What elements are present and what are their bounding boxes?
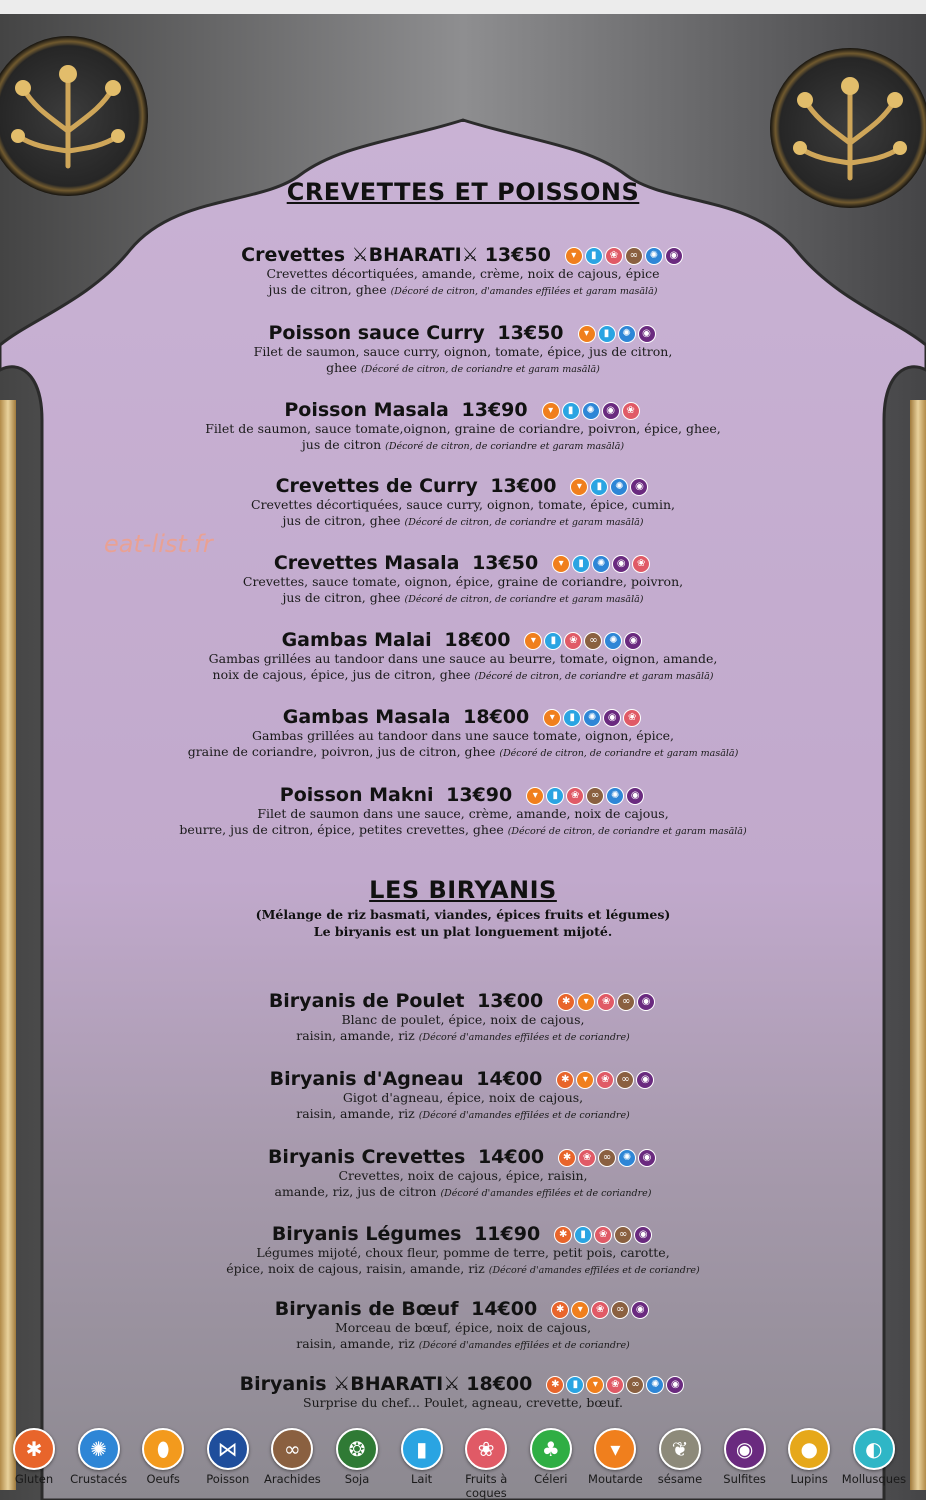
allergen-icons [557, 991, 657, 1011]
fruits-a-coques-allergen-icon: ❀ [594, 1226, 612, 1244]
menu-item-price: 13€90 [446, 784, 513, 806]
allergen-icons [578, 323, 658, 343]
menu-item-description: Gigot d'agneau, épice, noix de cajous, [342, 1090, 584, 1105]
menu-item-header [0, 1146, 926, 1168]
arachides-allergen-icon: ∞ [614, 1226, 632, 1244]
crustaces-allergen-icon: ✺ [618, 325, 636, 343]
peanut-icon: ∞ [271, 1428, 313, 1470]
moutarde-allergen-icon: ▾ [565, 247, 583, 265]
allergen-icons [551, 1299, 651, 1319]
fruits-a-coques-allergen-icon: ❀ [591, 1301, 609, 1319]
sulfites-allergen-icon: ◉ [602, 402, 620, 420]
legend-label: Céleri [534, 1472, 568, 1486]
menu-item [0, 244, 926, 300]
menu-item [0, 1298, 926, 1354]
menu-item-description-line-2 [0, 282, 926, 300]
legend-item-celeri [519, 1424, 583, 1486]
crustaces-allergen-icon: ✺ [646, 1376, 664, 1394]
menu-item-title [241, 244, 551, 266]
menu-item-ingredients: amande, riz, jus de citron [274, 1184, 441, 1199]
menu-item-title [270, 1068, 543, 1090]
menu-item [0, 322, 926, 378]
menu-item-header [0, 322, 926, 344]
menu-item-price: 13€50 [497, 322, 564, 344]
sulfites-icon: ◉ [724, 1428, 766, 1470]
moutarde-allergen-icon: ▾ [524, 632, 542, 650]
menu-item-ingredients: raisin, amande, riz [296, 1336, 419, 1351]
menu-item-garnish-note: (Décoré de citron, de coriandre et garam masālā) [507, 826, 747, 837]
menu-item-garnish-note: (Décoré d'amandes effilées et de coriandre) [440, 1188, 652, 1199]
menu-item-header [0, 629, 926, 651]
biryani-intro-line-1: (Mélange de riz basmati, viandes, épices fruits et légumes) [255, 907, 671, 922]
menu-item-description-line-2 [0, 667, 926, 685]
moutarde-allergen-icon: ▾ [577, 993, 595, 1011]
legend-label: Sulfites [723, 1472, 766, 1486]
menu-item-price: 13€00 [477, 990, 544, 1012]
lait-allergen-icon: ▮ [572, 555, 590, 573]
menu-item-ingredients: ghee [326, 360, 361, 375]
sulfites-allergen-icon: ◉ [666, 1376, 684, 1394]
fruits-a-coques-allergen-icon: ❀ [606, 1376, 624, 1394]
allergen-icons [526, 785, 646, 805]
fruits-a-coques-allergen-icon: ❀ [566, 787, 584, 805]
sesame-icon: ❦ [659, 1428, 701, 1470]
menu-item-description: Crevettes, sauce tomate, oignon, épice, graine de coriandre, poivron, [242, 574, 684, 589]
lait-allergen-icon: ▮ [544, 632, 562, 650]
sulfites-allergen-icon: ◉ [612, 555, 630, 573]
gluten-allergen-icon: ✱ [558, 1149, 576, 1167]
menu-item [0, 1146, 926, 1202]
shell-icon: ◐ [853, 1428, 895, 1470]
menu-item-name: Biryanis d'Agneau [269, 1068, 471, 1090]
menu-item-header [0, 990, 926, 1012]
gluten-allergen-icon: ✱ [554, 1226, 572, 1244]
menu-item-description: Filet de saumon dans une sauce, crème, amande, noix de cajous, [257, 806, 669, 821]
legend-item-crustaces [67, 1424, 131, 1486]
crustaces-allergen-icon: ✺ [645, 247, 663, 265]
menu-item-header [0, 244, 926, 266]
menu-item-title [269, 990, 543, 1012]
mustard-icon: ▾ [594, 1428, 636, 1470]
sulfites-allergen-icon: ◉ [624, 632, 642, 650]
section-title-fish: CREVETTES ET POISSONS [286, 178, 640, 206]
menu-item-description: Crevettes, noix de cajous, épice, raisin, [338, 1168, 588, 1183]
menu-item-name: Biryanis de Poulet [268, 990, 472, 1012]
menu-item-name: Biryanis Crevettes [267, 1146, 472, 1168]
menu-item-header [0, 475, 926, 497]
arachides-allergen-icon: ∞ [598, 1149, 616, 1167]
menu-item-price: 18€00 [466, 1373, 533, 1395]
menu-item-header [0, 1373, 926, 1395]
decorative-medallion-left [0, 36, 148, 196]
gluten-allergen-icon: ✱ [557, 993, 575, 1011]
arachides-allergen-icon: ∞ [616, 1071, 634, 1089]
menu-item-name: Biryanis de Bœuf [274, 1298, 466, 1320]
menu-item-name: Biryanis Légumes [271, 1223, 469, 1245]
legend-item-soja [325, 1424, 389, 1486]
menu-item-name: Crevettes de Curry [275, 475, 485, 497]
menu-item-garnish-note: (Décoré de citron, de coriandre et garam masālā) [499, 748, 739, 759]
menu-item-description: Surprise du chef... Poulet, agneau, crevette, bœuf. [303, 1395, 623, 1410]
menu-item-garnish-note: (Décoré de citron, de coriandre et garam masālā) [360, 364, 600, 375]
legend-item-lupins [777, 1424, 841, 1486]
moutarde-allergen-icon: ▾ [576, 1071, 594, 1089]
sulfites-allergen-icon: ◉ [631, 1301, 649, 1319]
sulfites-allergen-icon: ◉ [638, 325, 656, 343]
menu-item-price: 14€00 [471, 1298, 538, 1320]
menu-item-name: Gambas Malai [281, 629, 439, 651]
moutarde-allergen-icon: ▾ [578, 325, 596, 343]
sulfites-allergen-icon: ◉ [636, 1071, 654, 1089]
menu-item-description: Gambas grillées au tandoor dans une sauce tomate, oignon, épice, [251, 728, 675, 743]
dancer-right-icon: ⚔ [443, 1373, 461, 1395]
menu-item-brand: BHARATI [350, 1373, 444, 1395]
menu-item-description-line-2 [0, 1028, 926, 1046]
menu-item-description-line-2 [0, 822, 926, 840]
watermark: eat-list.fr [104, 530, 213, 558]
biryani-intro-line-2: Le biryanis est un plat longuement mijoté. [313, 924, 613, 939]
fish-icon: ⋈ [207, 1428, 249, 1470]
menu-item-header [0, 1068, 926, 1090]
allergen-icons [542, 400, 642, 420]
menu-item-description: Crevettes décortiquées, amande, crème, noix de cajous, épice [266, 266, 660, 281]
menu-item-ingredients: raisin, amande, riz [296, 1028, 419, 1043]
legend-item-gluten [2, 1424, 66, 1486]
lait-allergen-icon: ▮ [546, 787, 564, 805]
sulfites-allergen-icon: ◉ [603, 709, 621, 727]
legend-item-sulfites [713, 1424, 777, 1486]
menu-item [0, 1068, 926, 1124]
menu-item-header [0, 552, 926, 574]
menu-item-header [0, 399, 926, 421]
menu-item-ingredients: jus de citron, ghee [282, 513, 405, 528]
menu-item-price: 13€90 [461, 399, 528, 421]
menu-item-title [274, 552, 538, 574]
menu-item-garnish-note: (Décoré d'amandes effilées et de coriandre) [418, 1110, 630, 1121]
menu-item-title [280, 784, 512, 806]
menu-item [0, 706, 926, 762]
gluten-allergen-icon: ✱ [551, 1301, 569, 1319]
legend-item-poisson [196, 1424, 260, 1486]
menu-item-garnish-note: (Décoré d'amandes effilées et de coriandre) [418, 1340, 630, 1351]
legend-item-arachides [260, 1424, 324, 1486]
soy-icon: ❂ [336, 1428, 378, 1470]
menu-item-ingredients: graine de coriandre, poivron, jus de citron, ghee [187, 744, 500, 759]
lait-allergen-icon: ▮ [562, 402, 580, 420]
menu-item-description-line-2 [0, 437, 926, 455]
dancer-right-icon: ⚔ [461, 244, 479, 266]
menu-item-name: Poisson Masala [284, 399, 456, 421]
menu-item [0, 1373, 926, 1411]
menu-item-name: Poisson sauce Curry [268, 322, 492, 344]
section-title-biryani: LES BIRYANIS [369, 876, 557, 904]
menu-item-title [240, 1373, 533, 1395]
arachides-allergen-icon: ∞ [611, 1301, 629, 1319]
egg-icon: ⬮ [142, 1428, 184, 1470]
lait-allergen-icon: ▮ [574, 1226, 592, 1244]
menu-item-name: Poisson Makni [279, 784, 441, 806]
menu-item-description-line-2 [0, 1336, 926, 1354]
menu-item-brand: BHARATI [368, 244, 462, 266]
allergen-icons [558, 1147, 658, 1167]
menu-item-description-line-2 [0, 513, 926, 531]
fruits-a-coques-allergen-icon: ❀ [597, 993, 615, 1011]
fruits-a-coques-allergen-icon: ❀ [578, 1149, 596, 1167]
menu-item-description-line-2 [0, 590, 926, 608]
arachides-allergen-icon: ∞ [586, 787, 604, 805]
arachides-allergen-icon: ∞ [626, 1376, 644, 1394]
sulfites-allergen-icon: ◉ [626, 787, 644, 805]
menu-item-garnish-note: (Décoré de citron, de coriandre et garam masālā) [404, 594, 644, 605]
menu-item-garnish-note: (Décoré de citron, d'amandes effilées et garam masālā) [390, 286, 658, 297]
menu-item-description: Blanc de poulet, épice, noix de cajous, [341, 1012, 585, 1027]
menu-item [0, 784, 926, 840]
menu-item-description: Légumes mijoté, choux fleur, pomme de terre, petit pois, carotte, [256, 1245, 670, 1260]
legend-label: Arachides [263, 1472, 321, 1486]
menu-item-ingredients: jus de citron [301, 437, 386, 452]
fruits-a-coques-allergen-icon: ❀ [622, 402, 640, 420]
crustaces-allergen-icon: ✺ [610, 478, 628, 496]
wheat-icon: ✱ [13, 1428, 55, 1470]
menu-item [0, 475, 926, 531]
legend-label: Fruits à coques [465, 1472, 508, 1500]
menu-item-title [272, 1223, 540, 1245]
menu-item-garnish-note: (Décoré de citron, de coriandre et garam masālā) [404, 517, 644, 528]
menu-item-price: 18€00 [463, 706, 530, 728]
menu-item-price: 13€00 [490, 475, 557, 497]
menu-item-description-line-2 [0, 360, 926, 378]
legend-label: Mollusques [841, 1472, 907, 1486]
menu-item-title [284, 399, 527, 421]
menu-item-header [0, 1298, 926, 1320]
arachides-allergen-icon: ∞ [617, 993, 635, 1011]
menu-item-garnish-note: (Décoré d'amandes effilées et de coriandre) [488, 1265, 700, 1276]
menu-item-title [283, 706, 529, 728]
sulfites-allergen-icon: ◉ [638, 1149, 656, 1167]
arachides-allergen-icon: ∞ [625, 247, 643, 265]
legend-label: Gluten [14, 1472, 54, 1486]
moutarde-allergen-icon: ▾ [552, 555, 570, 573]
fruits-a-coques-allergen-icon: ❀ [564, 632, 582, 650]
fruits-a-coques-allergen-icon: ❀ [605, 247, 623, 265]
legend-label: Soja [344, 1472, 370, 1486]
menu-item-ingredients: raisin, amande, riz [296, 1106, 419, 1121]
allergen-icons [554, 1224, 654, 1244]
menu-item-ingredients: jus de citron, ghee [282, 590, 405, 605]
celery-icon: ♣ [530, 1428, 572, 1470]
crustaces-allergen-icon: ✺ [618, 1149, 636, 1167]
menu-item [0, 1223, 926, 1279]
lait-allergen-icon: ▮ [585, 247, 603, 265]
arachides-allergen-icon: ∞ [584, 632, 602, 650]
menu-item-title [268, 1146, 544, 1168]
menu-item [0, 552, 926, 608]
menu-item-title [275, 1298, 537, 1320]
fruits-a-coques-allergen-icon: ❀ [596, 1071, 614, 1089]
crab-icon: ✺ [78, 1428, 120, 1470]
allergen-icons [524, 630, 644, 650]
menu-item-title [276, 475, 557, 497]
menu-item-name: Biryanis [239, 1373, 334, 1395]
menu-item-ingredients: beurre, jus de citron, épice, petites crevettes, ghee [179, 822, 508, 837]
legend-label: Oeufs [146, 1472, 180, 1486]
allergen-icons [556, 1069, 656, 1089]
golden-flower-icon [0, 36, 148, 196]
menu-item-ingredients: jus de citron, ghee [268, 282, 391, 297]
menu-item-description-line-2 [0, 744, 926, 762]
sulfites-allergen-icon: ◉ [630, 478, 648, 496]
allergen-legend [0, 1424, 926, 1500]
biryani-intro [0, 906, 926, 940]
lait-allergen-icon: ▮ [590, 478, 608, 496]
fruits-a-coques-allergen-icon: ❀ [623, 709, 641, 727]
menu-item-description-line-2 [0, 1106, 926, 1124]
lait-allergen-icon: ▮ [563, 709, 581, 727]
menu-item [0, 990, 926, 1046]
lait-allergen-icon: ▮ [566, 1376, 584, 1394]
crustaces-allergen-icon: ✺ [583, 709, 601, 727]
moutarde-allergen-icon: ▾ [542, 402, 560, 420]
menu-item-description: Morceau de bœuf, épice, noix de cajous, [334, 1320, 592, 1335]
legend-item-sesame [648, 1424, 712, 1486]
menu-item-description-line-2 [0, 1261, 926, 1279]
crustaces-allergen-icon: ✺ [592, 555, 610, 573]
menu-item-price: 14€00 [476, 1068, 543, 1090]
menu-item-price: 18€00 [444, 629, 511, 651]
menu-item-description: Crevettes décortiquées, sauce curry, oignon, tomate, épice, cumin, [251, 497, 675, 512]
gluten-allergen-icon: ✱ [546, 1376, 564, 1394]
sulfites-allergen-icon: ◉ [665, 247, 683, 265]
menu-item-header [0, 706, 926, 728]
menu-item [0, 399, 926, 455]
moutarde-allergen-icon: ▾ [571, 1301, 589, 1319]
allergen-icons [546, 1374, 686, 1394]
menu-item-garnish-note: (Décoré de citron, de coriandre et garam masālā) [474, 671, 714, 682]
allergen-icons [543, 707, 643, 727]
menu-item [0, 629, 926, 685]
legend-item-moutarde [583, 1424, 647, 1486]
menu-item-price: 11€90 [474, 1223, 541, 1245]
menu-item-garnish-note: (Décoré d'amandes effilées et de coriandre) [418, 1032, 630, 1043]
crustaces-allergen-icon: ✺ [606, 787, 624, 805]
menu-item-description: Filet de saumon, sauce curry, oignon, tomate, épice, jus de citron, [253, 344, 673, 359]
legend-label: Lait [411, 1472, 433, 1486]
crustaces-allergen-icon: ✺ [604, 632, 622, 650]
dancer-left-icon: ⚔ [351, 244, 369, 266]
legend-item-fruits-a-coques [454, 1424, 518, 1500]
gluten-allergen-icon: ✱ [556, 1071, 574, 1089]
menu-item-price: 13€50 [484, 244, 551, 266]
lupin-icon: ● [788, 1428, 830, 1470]
menu-item-garnish-note: (Décoré de citron, de coriandre et garam masālā) [385, 441, 625, 452]
legend-item-lait [390, 1424, 454, 1486]
menu-item-name: Crevettes [241, 244, 352, 266]
menu-item-ingredients: épice, noix de cajous, raisin, amande, riz [226, 1261, 489, 1276]
menu-item-header [0, 784, 926, 806]
allergen-icons [565, 245, 685, 265]
milk-bottle-icon: ▮ [401, 1428, 443, 1470]
legend-item-mollusques [842, 1424, 906, 1486]
crustaces-allergen-icon: ✺ [582, 402, 600, 420]
legend-label: Poisson [206, 1472, 250, 1486]
menu-item-title [268, 322, 563, 344]
moutarde-allergen-icon: ▾ [586, 1376, 604, 1394]
menu-item-price: 14€00 [477, 1146, 545, 1168]
menu-item-name: Crevettes Masala [273, 552, 467, 574]
legend-label: Lupins [790, 1472, 828, 1486]
menu-item-description-line-2 [0, 1184, 926, 1202]
allergen-icons [552, 553, 652, 573]
legend-label: Crustacés [70, 1472, 128, 1486]
menu-item-title [282, 629, 511, 651]
legend-item-oeufs [131, 1424, 195, 1486]
menu-item-header [0, 1223, 926, 1245]
menu-item-ingredients: noix de cajous, épice, jus de citron, ghee [212, 667, 475, 682]
legend-label: sésame [657, 1472, 703, 1486]
nut-icon: ❀ [465, 1428, 507, 1470]
sulfites-allergen-icon: ◉ [634, 1226, 652, 1244]
lait-allergen-icon: ▮ [598, 325, 616, 343]
menu-item-description: Filet de saumon, sauce tomate,oignon, graine de coriandre, poivron, épice, ghee, [205, 421, 721, 436]
moutarde-allergen-icon: ▾ [570, 478, 588, 496]
fruits-a-coques-allergen-icon: ❀ [632, 555, 650, 573]
dancer-left-icon: ⚔ [333, 1373, 351, 1395]
menu-item-price: 13€50 [472, 552, 539, 574]
sulfites-allergen-icon: ◉ [637, 993, 655, 1011]
allergen-icons [570, 476, 650, 496]
menu-item-name: Gambas Masala [282, 706, 458, 728]
menu-item-description: Gambas grillées au tandoor dans une sauce au beurre, tomate, oignon, amande, [208, 651, 718, 666]
legend-label: Moutarde [588, 1472, 643, 1486]
moutarde-allergen-icon: ▾ [543, 709, 561, 727]
moutarde-allergen-icon: ▾ [526, 787, 544, 805]
